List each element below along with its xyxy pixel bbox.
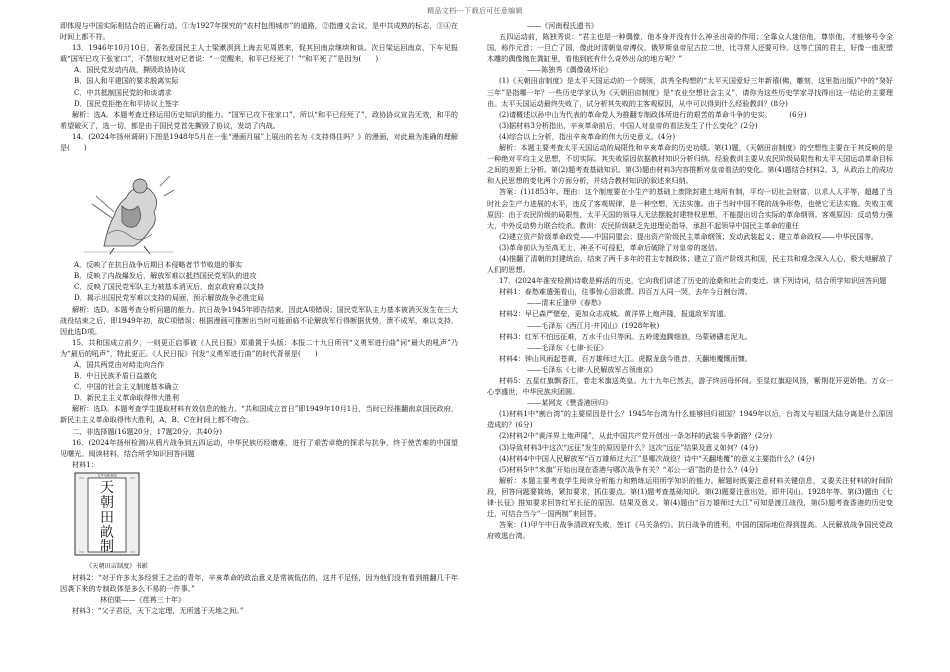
option-d: D．新民主主义革命取得伟大胜利 (74, 393, 179, 403)
svg-text:天: 天 (100, 479, 114, 496)
answer-13: 解析：选A。本题考查迁移运用历史知识的能力。“国军已攻下张家口”，所以“和平已经死了”，政协协议宣告无效，和平的希望破灭了，选一切，都是由于国民党首先撕毁了协议，发动了内战。 (60, 109, 458, 130)
svg-text:制: 制 (100, 538, 114, 555)
page-header: 精品文档---下载后可任意编辑 (427, 7, 523, 15)
option-d: D．国民党拒绝在和平协议上签字 (74, 98, 179, 108)
sub-question-1: (1)《天朝田亩制度》是太平天国运动的一个纲领，洪秀全构想的“太平天国爱好三年新禧(佛，雕刻，这里指出版)”中的“癸好三年”是指哪一年？一些历史学家认为《天朝田亩制度》是“农业空想社会主义”，请你为这些历史学家寻找得出这一结论的主要理由。太平天国运动最终失败了，试分析其失败的主客观原因，从中可以得到什么经验教训？(8分) (487, 76, 893, 108)
option-c: C．中国的社会主义制度基本确立 (74, 382, 179, 392)
sub-question-4: (4)综合以上分析，指出辛亥革命的伟大历史意义。(4分) (499, 131, 676, 141)
option-a: A．反映了在抗日战争后期日本侵略者节节败退的事实 (74, 260, 243, 270)
option-c: C．反映了国民党军队主力被基本消灭后，南京政府难以支持 (74, 282, 264, 292)
option-b: B．国人和平建国的要求脱离实际 (74, 76, 179, 86)
paragraph-answer-continuation: 即体现与中国实际相结合的正确行动。①为1927年探究的“农村包围城市”的道路，②指遵义会议，是中共成熟的标志，③④在时间上都不符。 (60, 21, 458, 42)
question-15: 15．共和国成立前夕，一则更正启事被《人民日报》郑重置于头版：本报二十九日所刊“义勇军进行曲”词“最大的吼声”乃为“最后的吼声”，特此更正。《人民日报》刊发“义勇军进行曲”的时代背景是( ) (60, 337, 458, 358)
poem-material-4: 材料4：钟山风雨起苍黄，百万雄师过大江。虎踞龙盘今胜昔，天翻地覆慨而慷。 (499, 353, 752, 363)
question-13: 13．1946年10月10日，著名爱国民主人士梁漱溟到上海去见周恩来，促其回南京继续和谈。次日梁运回南京，下车见报载“国军已攻下张家口”，不禁惊叹地对记者说：“一觉醒来，和平已经死了！”“和平死了”是因为( ) (60, 43, 458, 64)
source-citation: ——《河南程氏遗书》 (527, 21, 598, 30)
poem-source-2: ——毛泽东《西江月·井冈山》(1928年秋) (527, 320, 660, 330)
answer-16-part-4: (4)推翻了清朝的封建统治，结束了两千多年的君主专制政体；建立了资产阶级共和国，民主共和观念深入人心，极大地解放了人们的思想。 (487, 253, 893, 275)
answer-14: 解析：选D。本题考查分析问题的能力。抗日战争1945年即告结束，因此A项错误；国民党军队主力基本被消灭发生在三大战役结束之后，即1949年初，故C项错误；根据漫画可推断出当时可能面临不论解放军行得断据优势，溃不成军，难以支持，因此选D项。 (60, 304, 458, 336)
sub-question-17-5: (5)材料5中“米旗”开始出现在香港与哪次战争有关？“邓公一语”指的是什么？(4分) (499, 464, 759, 474)
answer-15: 解析：选D。本题考查学生提取材料有效信息的能力。“共和国成立首日”即1949年10月1日，当时已经推翻南京国民政府，新民主主义革命取得伟大胜利，A、B、C在时间上都不吻合。 (60, 404, 458, 425)
sub-question-3: (3)据材料3分析指出，辛亥革命前后，中国人对皇帝的看法发生了什么变化？(2分) (499, 120, 758, 130)
material-3: 材料3：“父子君臣，天下之定理，无所逃于天地之间。” (72, 606, 244, 616)
poem-material-3: 材料3：红军不怕远征难，万水千山只等闲。五岭逶迤腾细浪，乌蒙磅礴走泥丸。 (499, 331, 752, 341)
question-16: 16．(2024年扬州检测)从鸦片战争到五四运动，中华民族历经磨难，进行了艰苦卓绝的探求与抗争，终于使苦难的中国望见曙光。阅读材料，结合所学知识回答问题 (60, 437, 458, 458)
sub-question-17-1: (1)材料1中“割台湾”的主要原因是什么？1945年台湾为什么能够回归祖国？1949年以后，台湾又与祖国大陆分离是什么原因造成的？(6分) (487, 409, 893, 430)
question-14: 14．(2024年扬州调研)下图是1948年5月在一张“漫画月展”上展出的名为《支持得住吗？》的漫画，对此最为准确的理解是( ) (60, 131, 458, 153)
answer-16-part-3: (3)革命前认为至高无上、神圣不可侵犯，革命后破除了对皇帝的迷信。 (499, 242, 722, 252)
option-b: B．中日民族矛盾日益激化 (74, 371, 158, 381)
material-2-source: 林伯渠——《荏苒三十年》 (100, 595, 186, 605)
material-paragraph: 五四运动前，陈独秀说：“君主也是一种偶像，他本身并没有什么神圣出奇的作用；全靠众人迷信他，尊崇他，才能够号令全国，称作元首；一旦亡了国，像此时清朝皇帝溥仪，俄罗斯皇帝尼古拉二世，比寻常人还要可怜。这等亡国的君主，好像一座泥塑木雕的偶像抛在粪缸里，看他到底有什么奇妙出众的地方呢？” (487, 32, 893, 64)
option-b: B．反映了内战爆发后，解放军难以抵挡国民党军队的进攻 (74, 271, 257, 281)
svg-text:田: 田 (100, 509, 114, 526)
cartoon-illustration (74, 156, 184, 256)
figure-caption: 《天朝田亩制度》书影 (86, 563, 148, 570)
answer-16-part-1: 答案：(1)1853年。理由：这个制度要在小生产的基础上废除封建土地所有制，平均一切社会财富，以求人人平等，超越了当时社会生产力进展的水平，违反了客观规律，是一种空想，无法实施。由于当时中国不爬的战争形势，也使它无法实施。失败主观原因：由于农民阶级的局限性，太平天国的领导人无法摆脱封建特权思想，不能提出切合实际的革命纲领。客观原因：反动势力强大，中外反动势力联合绞杀。教训：农民阶级缺乏先进理论指导，承担不起领导中国民主革命的重任 (487, 187, 893, 230)
poem-source-1: ——清末丘逢甲《春愁》 (527, 298, 606, 308)
svg-text:朝: 朝 (100, 494, 114, 511)
book-small-print: 太平天國 新刻 (97, 473, 117, 478)
poem-source-3: ——毛泽东《七律·长征》 (527, 342, 608, 352)
sub-question-2: (2)请概述以孙中山为代表的革命党人为推翻专制政体所进行的艰苦的革命斗争的史实。 (6分) (499, 109, 807, 119)
option-a: A．国民党发动内战，撕毁政协协议 (74, 65, 186, 75)
answer-17: 答案：(1)甲午中日战争清政府失败，签订《马关条约》。抗日战争的胜利，中国的国际地位得到提高。人民解放战争国民党政府败逃台湾。 (487, 520, 893, 541)
book-cover-figure (74, 472, 144, 559)
option-c: C．中共抵制国民党的和谈请求 (74, 87, 172, 97)
analysis-17: 解析：本题主要考查学生阅读分析能力和熟练运用所学知识的能力。解题时既要注意材料关键信息，又要关注材料的时间阶段，回答问题要简练，紧扣要求，抓住要点。第(1)题考查基础知识。第(2)题要注意出处，即井冈山、1928年等。第(3)题由《七律·长征》推知要求回答红军长征的原因、结果及意义。第(4)题由“百万雄师过大江”可知是渡江战役，第(5)题考查香港的历史变迁，可结合当今“一国两制”来回答。 (487, 475, 893, 519)
sub-question-17-2: (2)材料2中“黄洋界上炮声隆”，从此中国共产党开创出一条怎样的武装斗争新路？(2分) (499, 431, 773, 441)
poem-source-4: ——毛泽东《七律·人民解放军占领南京》 (527, 364, 657, 374)
option-a: A．国共两党由对峙走向合作 (74, 359, 165, 369)
poem-material-2: 材料2：早已森严壁垒，更加众志成城。黄洋界上炮声隆，报道敌军宵遁。 (499, 309, 731, 319)
svg-text:畝: 畝 (100, 524, 114, 541)
answer-16-part-2: (2)建立资产阶级革命政党——中国同盟会；提出资产阶级民主革命纲领；发动武装起义；建立革命政权——中华民国等。 (499, 231, 878, 241)
left-column (60, 20, 458, 616)
material-2: 材料2：“对于许多太多经营王之治的青年，辛亥革命的政治意义是常被低估的，这并不足怪，因为他们没有看到推翻几千年因袭下来的专制政体是多么不易的一件事。” (60, 573, 458, 594)
poem-source-5: ——某网友《赞香港回归》 (527, 398, 613, 408)
poem-material-1: 材料1：春愁难遣强看山，往事惊心泪欲潸。四百万人同一哭，去年今日割台湾。 (499, 287, 752, 297)
option-d: D．揭示出国民党军难以支持的局面，预示解放战争必胜定局 (74, 293, 265, 303)
sub-question-17-3: (3)导致材料3中这次“远征”发生的原因是什么？这次“远征”结果及意义如何？(4分) (499, 442, 759, 452)
source-citation: ——陈独秀《偶像破坏论》 (527, 65, 613, 75)
sub-question-17-4: (4)材料4中中国人民解放军“百万雄师过大江”是哪次战役？诗中“天翻地覆”的意义主要指什么？(4分) (499, 453, 815, 463)
question-17: 17．(2024年淮安检测)诗歌是鲜活的历史，它向我们讲述了历史的沧桑和社会的变迁。读下列诗词，结合所学知识回答问题 (499, 276, 887, 286)
analysis-16: 解析：本题主要考查太平天国运动的局限性和辛亥革命的历史功绩。第(1)题，《天朝田亩制度》的空想性主要在于其反映的是一种绝对平均主义思想，不切实际。其失败原因依据教材知识分析归纳。经验教训主要从农民阶级局限性和太平天国运动革命目标之间的差距上分析。第(2)题考查基础知识。第(3)题由材料3内容推断对皇帝看法的变化。第(4)题结合材料2、3，从政治上的成功和人民思想的变化两个方面分析，并结合教材知识的叙述来归纳。 (487, 143, 893, 186)
material-1-label: 材料1： (72, 459, 98, 469)
right-column (487, 20, 893, 541)
section-heading: 二、非选择题(16题20分，17题20分，共40分) (72, 426, 222, 436)
book-cover-image (74, 472, 140, 556)
poem-material-5: 材料5：五星红旗飘香江，卷走米旗送英皇。九十九年已然去，游子终回母怀间。至显红旗迎风扬，紫荆花开更娇艳。万众一心享盛世，中华民族庆团圆。 (487, 376, 893, 397)
